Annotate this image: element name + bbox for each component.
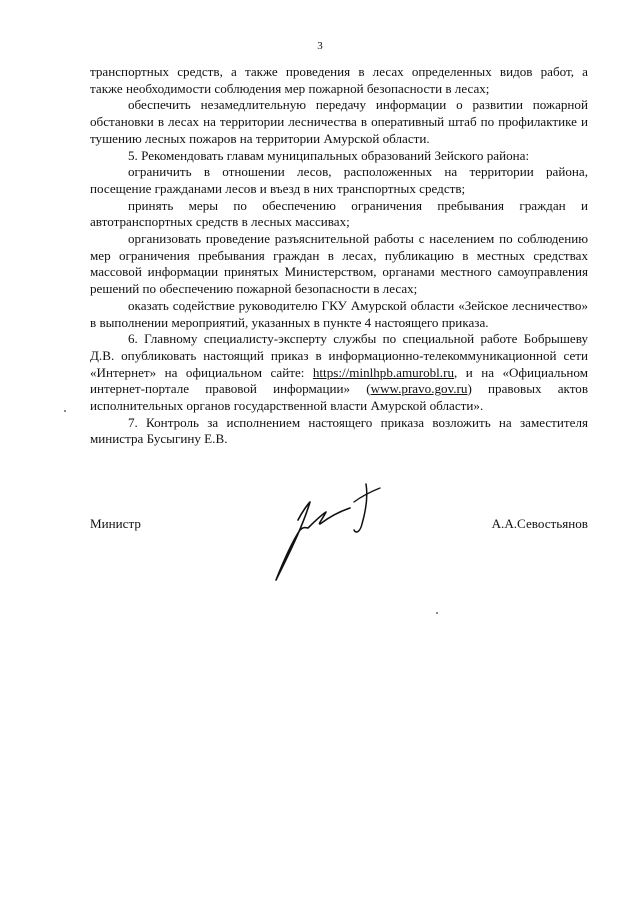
paragraph-6: организовать проведение разъяснительной работы с населением по соблюдению мер ограничения пребывания граждан в лесах, публикацию в местных средствах массовой информации принятых Министерством, органами местного самоуправления решений по обеспечению пожарной безопасности в лесах; (90, 231, 588, 297)
paragraph-2: обеспечить незамедлительную передачу информации о развитии пожарной обстановки в лесах на территории лесничества в оперативный штаб по профилактике и тушению лесных пожаров на территории Амурской области. (90, 97, 588, 146)
paragraph-4: ограничить в отношении лесов, расположенных на территории района, посещение гражданами лесов и въезд в них транспортных средств; (90, 164, 588, 196)
ministry-site-link[interactable]: https://minlhpb.amurobl.ru (312, 364, 454, 380)
signer-title: Министр (90, 516, 141, 531)
paragraph-5: принять меры по обеспечению ограничения пребывания граждан и автотранспортных средств в лесных массивах; (90, 197, 588, 230)
paragraph-8 (90, 331, 588, 415)
paragraph-8-start: 6. Главному специалисту-эксперту службы по специальной работе Бобрышеву Д.В. опубликовать настоящий приказ в информационно-телекоммуникационной сети «Интернет» на официальном сайте: (90, 331, 588, 380)
paragraph-7: оказать содействие руководителю ГКУ Амурской области «Зейское лесничество» в выполнении мероприятий, указанных в пункте 4 настоящего приказа. (90, 297, 588, 330)
paragraph-1-end: также необходимости соблюдения мер пожарной безопасности в лесах; (90, 80, 490, 96)
signer-name: А.А.Севостьянов (491, 516, 588, 531)
page-number: 3 (317, 40, 323, 52)
scan-speck (436, 612, 438, 614)
paragraph-3: 5. Рекомендовать главам муниципальных образований Зейского района: (128, 147, 530, 163)
paragraph-1 (90, 64, 588, 81)
handwritten-signature (258, 472, 398, 592)
scan-speck (64, 410, 66, 412)
paragraph-9: 7. Контроль за исполнением настоящего приказа возложить на заместителя министра Бусыгину Е.В. (90, 414, 588, 447)
paragraph-8-middle: , и на «Официальном интернет-портале правовой информации» ( (90, 364, 589, 397)
pravo-portal-link[interactable]: www.pravo.gov.ru (370, 381, 468, 397)
paragraph-8-end: ) правовых актов исполнительных органов государственной власти Амурской области». (90, 381, 588, 414)
paragraph-1-line-1: транспортных средств, а также проведения в лесах определенных видов работ, а (90, 64, 588, 79)
document-body (90, 64, 588, 448)
